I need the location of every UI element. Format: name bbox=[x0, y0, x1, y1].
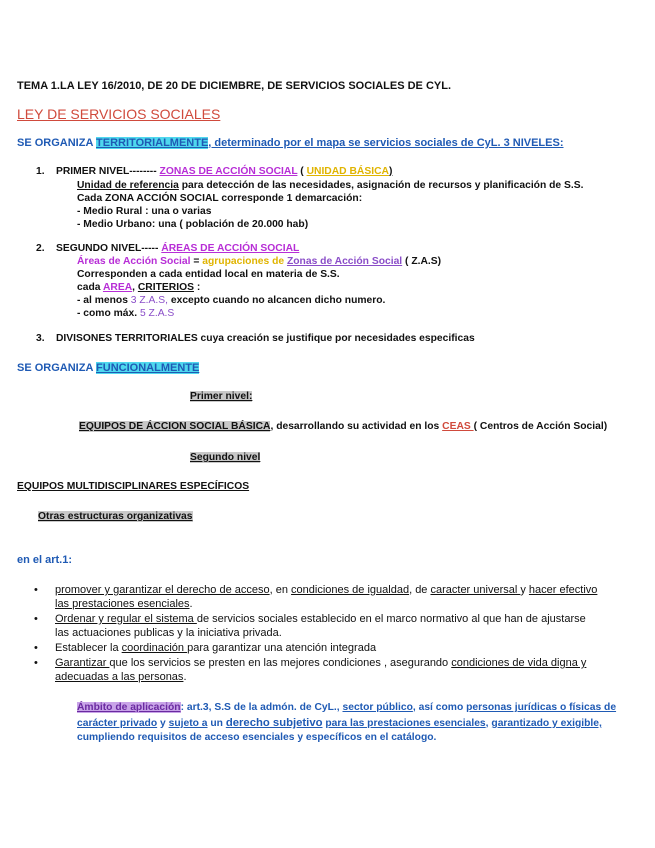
level1-line2-u: Unidad de referencia bbox=[77, 180, 179, 191]
level3-number: 3. bbox=[36, 333, 45, 344]
level2-line2 bbox=[77, 256, 441, 267]
territorial-highlight: TERRITORIALMENTE bbox=[96, 137, 209, 149]
bullet-1-icon: • bbox=[34, 584, 38, 596]
ambito-label: Ámbito de aplicación bbox=[77, 702, 181, 713]
b2-p1: Ordenar y regular el sistema bbox=[55, 613, 197, 625]
level1-line2 bbox=[77, 180, 583, 191]
ambito-line3: cumpliendo requisitos de acceso esenciales y específicos en el catálogo. bbox=[77, 732, 437, 743]
level2-line2-d: ( Z.A.S) bbox=[402, 256, 442, 267]
ambito-k: para las prestaciones esenciales bbox=[325, 718, 486, 729]
level2-line2-b: agrupaciones de bbox=[202, 256, 287, 267]
ambito-b: sector público bbox=[342, 702, 413, 713]
primer-nivel-label: Primer nivel: bbox=[190, 391, 253, 402]
ambito-d: personas jurídicas o físicas de bbox=[466, 702, 617, 713]
level1-paren-close: ) bbox=[388, 166, 393, 177]
level2-line5 bbox=[77, 295, 385, 306]
b1-p5: caracter universal bbox=[430, 584, 521, 596]
ambito-i: derecho subjetivo bbox=[225, 717, 323, 729]
level1-number: 1. bbox=[36, 166, 45, 177]
ambito-h: un bbox=[207, 718, 226, 729]
level1-unidad: UNIDAD BÁSICA bbox=[306, 166, 389, 177]
level2-number: 2. bbox=[36, 243, 45, 254]
b1-p1: promover y garantizar el derecho de acceso bbox=[55, 584, 270, 596]
level2-line4-a: cada bbox=[77, 282, 103, 293]
b4-p1: Garantizar bbox=[55, 657, 110, 669]
level1-line3: Cada ZONA ACCIÓN SOCIAL corresponde 1 demarcación: bbox=[77, 193, 363, 204]
b4-p4: adecuadas a las personas bbox=[55, 671, 184, 683]
ambito-line1 bbox=[77, 702, 616, 713]
b1-p9: . bbox=[189, 598, 193, 610]
level2-line4-e: : bbox=[193, 282, 201, 293]
level2-heading bbox=[56, 243, 299, 254]
page-title: TEMA 1.LA LEY 16/2010, DE 20 DE DICIEMBRE, DE SERVICIOS SOCIALES DE CYL. bbox=[17, 80, 452, 92]
b3-p1: Establecer la bbox=[55, 642, 122, 654]
ambito-line2 bbox=[77, 717, 602, 729]
art1-label: en el art.1: bbox=[17, 554, 73, 566]
otras-estructuras: Otras estructuras organizativas bbox=[38, 511, 193, 522]
ambito-e: carácter privado bbox=[77, 718, 158, 729]
level1-paren-open: ( bbox=[297, 166, 307, 177]
level1-line4: - Medio Rural : una o varias bbox=[77, 206, 212, 217]
bullet-1-line1 bbox=[55, 584, 597, 596]
level2-label: SEGUNDO NIVEL----- bbox=[56, 243, 159, 254]
ambito-c: , así como bbox=[412, 702, 467, 713]
b3-p2: coordinación bbox=[121, 642, 188, 654]
functional-line bbox=[17, 362, 199, 374]
b4-p3: condiciones de vida digna y bbox=[451, 657, 587, 669]
b1-p6: y bbox=[520, 584, 529, 596]
territorial-line bbox=[17, 137, 564, 149]
segundo-nivel-label: Segundo nivel bbox=[190, 452, 261, 463]
equipos-ceas: CEAS bbox=[442, 421, 474, 432]
b2-p2: de servicios sociales establecido en el marco normativo al que han de ajustarse bbox=[196, 613, 586, 625]
level2-line2-eq: = bbox=[190, 256, 203, 267]
b1-p3: condiciones de igualdad bbox=[291, 584, 410, 596]
level1-zonas: ZONAS DE ACCIÓN SOCIAL bbox=[159, 166, 298, 177]
b1-p8: las prestaciones esenciales bbox=[55, 598, 190, 610]
level1-line2-rest: para detección de las necesidades, asignación de recursos y planificación de S.S. bbox=[178, 180, 584, 191]
b1-p4: , de bbox=[409, 584, 431, 596]
level2-line4-c: , bbox=[132, 282, 138, 293]
level2-line3: Corresponden a cada entidad local en materia de S.S. bbox=[77, 269, 340, 280]
equipos-line-d: ( Centros de Acción Social) bbox=[473, 421, 608, 432]
bullet-4-line1 bbox=[55, 657, 586, 669]
level1-line5: - Medio Urbano: una ( población de 20.000 hab) bbox=[77, 219, 309, 230]
b4-p5: . bbox=[183, 671, 187, 683]
territorial-rest: , determinado por el mapa se servicios sociales de CyL. 3 NIVELES: bbox=[208, 137, 564, 149]
level2-line5-c: excepto cuando no alcancen dicho numero. bbox=[168, 295, 386, 306]
level2-line2-c: Zonas de Acción Social bbox=[286, 256, 403, 267]
level2-line6 bbox=[77, 308, 174, 319]
level2-line4-b: AREA bbox=[102, 282, 133, 293]
level2-line5-b: 3 Z.A.S, bbox=[130, 295, 168, 306]
bullet-4-icon: • bbox=[34, 657, 38, 669]
bullet-2-line1 bbox=[55, 613, 586, 625]
level2-line4-d: CRITERIOS bbox=[137, 282, 194, 293]
level2-line4 bbox=[77, 282, 200, 293]
equipos-basica: EQUIPOS DE ÁCCION SOCIAL BÁSICA bbox=[79, 421, 271, 432]
bullet-4-line2 bbox=[55, 671, 187, 683]
bullet-2-line2: las actuaciones publicas y la iniciativa privada. bbox=[55, 627, 282, 639]
equipos-line bbox=[79, 421, 607, 432]
level1-label: PRIMER NIVEL-------- bbox=[56, 166, 157, 177]
level2-areas: ÁREAS DE ACCIÓN SOCIAL bbox=[161, 243, 300, 254]
territorial-prefix: SE ORGANIZA bbox=[17, 137, 97, 149]
bullet-3-icon: • bbox=[34, 642, 38, 654]
subtitle: LEY DE SERVICIOS SOCIALES bbox=[17, 106, 221, 122]
equipos-multi: EQUIPOS MULTIDISCIPLINARES ESPECÍFICOS bbox=[17, 481, 250, 492]
bullet-2-icon: • bbox=[34, 613, 38, 625]
level2-line6-b: 5 Z.A.S bbox=[139, 308, 175, 319]
b1-p7: hacer efectivo bbox=[528, 584, 598, 596]
level1-heading bbox=[56, 166, 392, 177]
ambito-m: garantizado y exigible, bbox=[491, 718, 602, 729]
b4-p2: que los servicios se presten en las mejores condiciones , asegurando bbox=[109, 657, 452, 669]
b3-p3: para garantizar una atención integrada bbox=[187, 642, 377, 654]
bullet-3-line1 bbox=[55, 642, 376, 654]
ambito-f: y bbox=[157, 718, 169, 729]
ambito-l: , bbox=[485, 718, 492, 729]
functional-highlight: FUNCIONALMENTE bbox=[96, 362, 200, 374]
functional-prefix: SE ORGANIZA bbox=[17, 362, 97, 374]
equipos-line-b: , desarrollando su actividad en los bbox=[270, 421, 443, 432]
level2-line6-a: - como máx. bbox=[77, 308, 140, 319]
level2-line2-a: Áreas de Acción Social bbox=[77, 256, 191, 267]
level2-line5-a: - al menos bbox=[77, 295, 131, 306]
ambito-a: : art.3, S.S de la admón. de CyL., bbox=[180, 702, 343, 713]
level3-text: DIVISONES TERRITORIALES cuya creación se justifique por necesidades especificas bbox=[56, 333, 475, 344]
bullet-1-line2 bbox=[55, 598, 193, 610]
ambito-g: sujeto a bbox=[168, 718, 208, 729]
b1-p2: , en bbox=[269, 584, 292, 596]
